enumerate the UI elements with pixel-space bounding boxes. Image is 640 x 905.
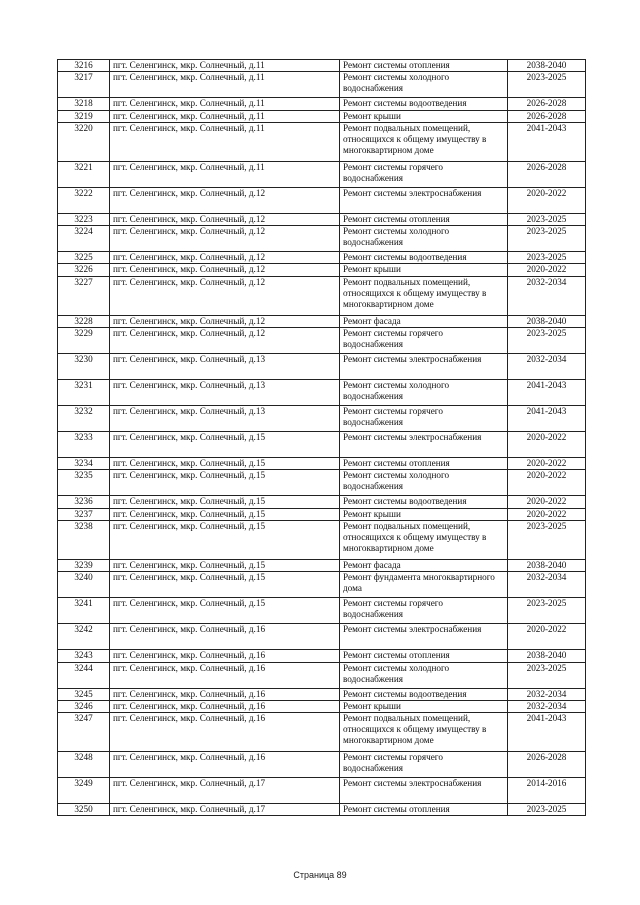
table-row	[58, 432, 586, 458]
row-address: пгт. Селенгинск, мкр. Солнечный, д.17	[110, 778, 340, 804]
row-address: пгт. Селенгинск, мкр. Солнечный, д.13	[110, 380, 340, 406]
row-work-type: Ремонт системы электроснабжения	[340, 778, 508, 804]
row-work-type: Ремонт системы горячего водоснабжения	[340, 328, 508, 354]
row-address: пгт. Селенгинск, мкр. Солнечный, д.12	[110, 315, 340, 327]
row-number: 3218	[58, 98, 110, 110]
row-work-type: Ремонт системы отопления	[340, 60, 508, 72]
row-period: 2023-2025	[508, 226, 586, 252]
row-address: пгт. Селенгинск, мкр. Солнечный, д.15	[110, 432, 340, 458]
row-work-type: Ремонт системы водоотведения	[340, 98, 508, 110]
row-work-type: Ремонт системы водоотведения	[340, 496, 508, 508]
row-number: 3233	[58, 432, 110, 458]
row-address: пгт. Селенгинск, мкр. Солнечный, д.15	[110, 458, 340, 470]
row-period: 2020-2022	[508, 624, 586, 650]
row-number: 3240	[58, 572, 110, 598]
row-work-type: Ремонт системы горячего водоснабжения	[340, 406, 508, 432]
row-number: 3236	[58, 496, 110, 508]
row-period: 2026-2028	[508, 752, 586, 778]
row-period: 2023-2025	[508, 520, 586, 559]
row-period: 2023-2025	[508, 72, 586, 98]
row-address: пгт. Селенгинск, мкр. Солнечный, д.16	[110, 662, 340, 688]
table-row	[58, 650, 586, 662]
row-address: пгт. Селенгинск, мкр. Солнечный, д.16	[110, 752, 340, 778]
table-row	[58, 354, 586, 380]
row-work-type: Ремонт системы отопления	[340, 213, 508, 225]
row-address: пгт. Селенгинск, мкр. Солнечный, д.16	[110, 713, 340, 752]
row-number: 3225	[58, 252, 110, 264]
row-period: 2020-2022	[508, 470, 586, 496]
row-number: 3249	[58, 778, 110, 804]
row-address: пгт. Селенгинск, мкр. Солнечный, д.11	[110, 161, 340, 187]
table-row	[58, 778, 586, 804]
row-address: пгт. Селенгинск, мкр. Солнечный, д.12	[110, 276, 340, 315]
row-work-type: Ремонт системы электроснабжения	[340, 354, 508, 380]
row-period: 2020-2022	[508, 458, 586, 470]
row-period: 2020-2022	[508, 496, 586, 508]
table-body	[58, 60, 586, 816]
row-number: 3219	[58, 110, 110, 122]
row-number: 3250	[58, 804, 110, 816]
row-number: 3223	[58, 213, 110, 225]
row-work-type: Ремонт системы холодного водоснабжения	[340, 380, 508, 406]
table-row	[58, 161, 586, 187]
row-address: пгт. Селенгинск, мкр. Солнечный, д.17	[110, 804, 340, 816]
row-work-type: Ремонт крыши	[340, 110, 508, 122]
row-period: 2023-2025	[508, 662, 586, 688]
row-address: пгт. Селенгинск, мкр. Солнечный, д.15	[110, 559, 340, 571]
row-number: 3228	[58, 315, 110, 327]
row-number: 3248	[58, 752, 110, 778]
row-work-type: Ремонт фасада	[340, 315, 508, 327]
row-number: 3226	[58, 264, 110, 276]
row-work-type: Ремонт системы горячего водоснабжения	[340, 598, 508, 624]
table-row	[58, 98, 586, 110]
row-work-type: Ремонт системы холодного водоснабжения	[340, 72, 508, 98]
row-address: пгт. Селенгинск, мкр. Солнечный, д.16	[110, 700, 340, 712]
row-period: 2026-2028	[508, 161, 586, 187]
row-address: пгт. Селенгинск, мкр. Солнечный, д.13	[110, 406, 340, 432]
row-address: пгт. Селенгинск, мкр. Солнечный, д.12	[110, 328, 340, 354]
table-row	[58, 496, 586, 508]
row-work-type: Ремонт системы холодного водоснабжения	[340, 470, 508, 496]
table-row	[58, 213, 586, 225]
row-period: 2041-2043	[508, 380, 586, 406]
table-row	[58, 110, 586, 122]
row-number: 3245	[58, 688, 110, 700]
table-row	[58, 688, 586, 700]
row-address: пгт. Селенгинск, мкр. Солнечный, д.12	[110, 213, 340, 225]
table-row	[58, 713, 586, 752]
row-work-type: Ремонт системы горячего водоснабжения	[340, 752, 508, 778]
row-period: 2023-2025	[508, 213, 586, 225]
row-work-type: Ремонт системы электроснабжения	[340, 432, 508, 458]
table-row	[58, 752, 586, 778]
row-work-type: Ремонт системы холодного водоснабжения	[340, 226, 508, 252]
row-number: 3224	[58, 226, 110, 252]
row-period: 2032-2034	[508, 688, 586, 700]
page-number: Страница 89	[293, 870, 347, 880]
row-number: 3229	[58, 328, 110, 354]
row-work-type: Ремонт подвальных помещений, относящихся к общему имуществу в многоквартирном доме	[340, 713, 508, 752]
row-period: 2026-2028	[508, 98, 586, 110]
row-work-type: Ремонт фундамента многоквартирного дома	[340, 572, 508, 598]
row-period: 2038-2040	[508, 559, 586, 571]
table-row	[58, 380, 586, 406]
table-row	[58, 122, 586, 161]
row-address: пгт. Селенгинск, мкр. Солнечный, д.16	[110, 688, 340, 700]
row-address: пгт. Селенгинск, мкр. Солнечный, д.12	[110, 264, 340, 276]
row-period: 2020-2022	[508, 187, 586, 213]
table-row	[58, 508, 586, 520]
row-period: 2032-2034	[508, 276, 586, 315]
row-period: 2041-2043	[508, 122, 586, 161]
table-row	[58, 276, 586, 315]
row-period: 2020-2022	[508, 508, 586, 520]
row-work-type: Ремонт подвальных помещений, относящихся к общему имуществу в многоквартирном доме	[340, 276, 508, 315]
row-number: 3241	[58, 598, 110, 624]
table-row	[58, 470, 586, 496]
table-row	[58, 624, 586, 650]
row-number: 3246	[58, 700, 110, 712]
row-work-type: Ремонт системы горячего водоснабжения	[340, 161, 508, 187]
row-address: пгт. Селенгинск, мкр. Солнечный, д.16	[110, 650, 340, 662]
row-period: 2014-2016	[508, 778, 586, 804]
table-row	[58, 700, 586, 712]
table-row	[58, 598, 586, 624]
row-work-type: Ремонт системы электроснабжения	[340, 187, 508, 213]
row-address: пгт. Селенгинск, мкр. Солнечный, д.13	[110, 354, 340, 380]
row-work-type: Ремонт системы электроснабжения	[340, 624, 508, 650]
row-period: 2032-2034	[508, 354, 586, 380]
table-row	[58, 264, 586, 276]
row-number: 3243	[58, 650, 110, 662]
row-address: пгт. Селенгинск, мкр. Солнечный, д.12	[110, 252, 340, 264]
row-period: 2038-2040	[508, 650, 586, 662]
row-address: пгт. Селенгинск, мкр. Солнечный, д.15	[110, 520, 340, 559]
row-work-type: Ремонт крыши	[340, 264, 508, 276]
table-row	[58, 572, 586, 598]
row-number: 3221	[58, 161, 110, 187]
row-work-type: Ремонт подвальных помещений, относящихся к общему имуществу в многоквартирном доме	[340, 122, 508, 161]
row-number: 3217	[58, 72, 110, 98]
row-address: пгт. Селенгинск, мкр. Солнечный, д.12	[110, 187, 340, 213]
table-row	[58, 72, 586, 98]
row-address: пгт. Селенгинск, мкр. Солнечный, д.15	[110, 598, 340, 624]
row-work-type: Ремонт системы водоотведения	[340, 252, 508, 264]
row-work-type: Ремонт подвальных помещений, относящихся к общему имуществу в многоквартирном доме	[340, 520, 508, 559]
row-address: пгт. Селенгинск, мкр. Солнечный, д.11	[110, 98, 340, 110]
row-address: пгт. Селенгинск, мкр. Солнечный, д.11	[110, 72, 340, 98]
table-row	[58, 406, 586, 432]
row-period: 2023-2025	[508, 252, 586, 264]
row-period: 2038-2040	[508, 315, 586, 327]
row-address: пгт. Селенгинск, мкр. Солнечный, д.11	[110, 122, 340, 161]
row-address: пгт. Селенгинск, мкр. Солнечный, д.12	[110, 226, 340, 252]
row-work-type: Ремонт системы отопления	[340, 458, 508, 470]
row-work-type: Ремонт системы водоотведения	[340, 688, 508, 700]
row-period: 2032-2034	[508, 572, 586, 598]
table-row	[58, 804, 586, 816]
table-row	[58, 520, 586, 559]
row-number: 3242	[58, 624, 110, 650]
row-work-type: Ремонт системы отопления	[340, 804, 508, 816]
table-row	[58, 315, 586, 327]
row-number: 3216	[58, 60, 110, 72]
row-address: пгт. Селенгинск, мкр. Солнечный, д.15	[110, 572, 340, 598]
row-number: 3234	[58, 458, 110, 470]
row-address: пгт. Селенгинск, мкр. Солнечный, д.11	[110, 60, 340, 72]
row-work-type: Ремонт фасада	[340, 559, 508, 571]
row-address: пгт. Селенгинск, мкр. Солнечный, д.15	[110, 470, 340, 496]
row-number: 3247	[58, 713, 110, 752]
row-work-type: Ремонт системы отопления	[340, 650, 508, 662]
row-address: пгт. Селенгинск, мкр. Солнечный, д.15	[110, 508, 340, 520]
table-row	[58, 458, 586, 470]
row-address: пгт. Селенгинск, мкр. Солнечный, д.16	[110, 624, 340, 650]
row-number: 3244	[58, 662, 110, 688]
table-row	[58, 187, 586, 213]
row-number: 3238	[58, 520, 110, 559]
row-work-type: Ремонт крыши	[340, 508, 508, 520]
row-period: 2026-2028	[508, 110, 586, 122]
row-period: 2023-2025	[508, 328, 586, 354]
row-period: 2023-2025	[508, 598, 586, 624]
row-number: 3231	[58, 380, 110, 406]
table-row	[58, 662, 586, 688]
row-number: 3237	[58, 508, 110, 520]
row-number: 3222	[58, 187, 110, 213]
row-number: 3220	[58, 122, 110, 161]
row-number: 3230	[58, 354, 110, 380]
row-period: 2038-2040	[508, 60, 586, 72]
row-period: 2041-2043	[508, 713, 586, 752]
row-number: 3239	[58, 559, 110, 571]
table-row	[58, 328, 586, 354]
row-period: 2020-2022	[508, 432, 586, 458]
table-row	[58, 252, 586, 264]
row-address: пгт. Селенгинск, мкр. Солнечный, д.15	[110, 496, 340, 508]
row-period: 2032-2034	[508, 700, 586, 712]
row-period: 2020-2022	[508, 264, 586, 276]
row-number: 3232	[58, 406, 110, 432]
row-number: 3227	[58, 276, 110, 315]
row-work-type: Ремонт крыши	[340, 700, 508, 712]
row-address: пгт. Селенгинск, мкр. Солнечный, д.11	[110, 110, 340, 122]
table-row	[58, 226, 586, 252]
row-number: 3235	[58, 470, 110, 496]
row-period: 2023-2025	[508, 804, 586, 816]
table-row	[58, 559, 586, 571]
row-period: 2041-2043	[508, 406, 586, 432]
row-work-type: Ремонт системы холодного водоснабжения	[340, 662, 508, 688]
repair-schedule-table	[57, 59, 586, 816]
table-row	[58, 60, 586, 72]
